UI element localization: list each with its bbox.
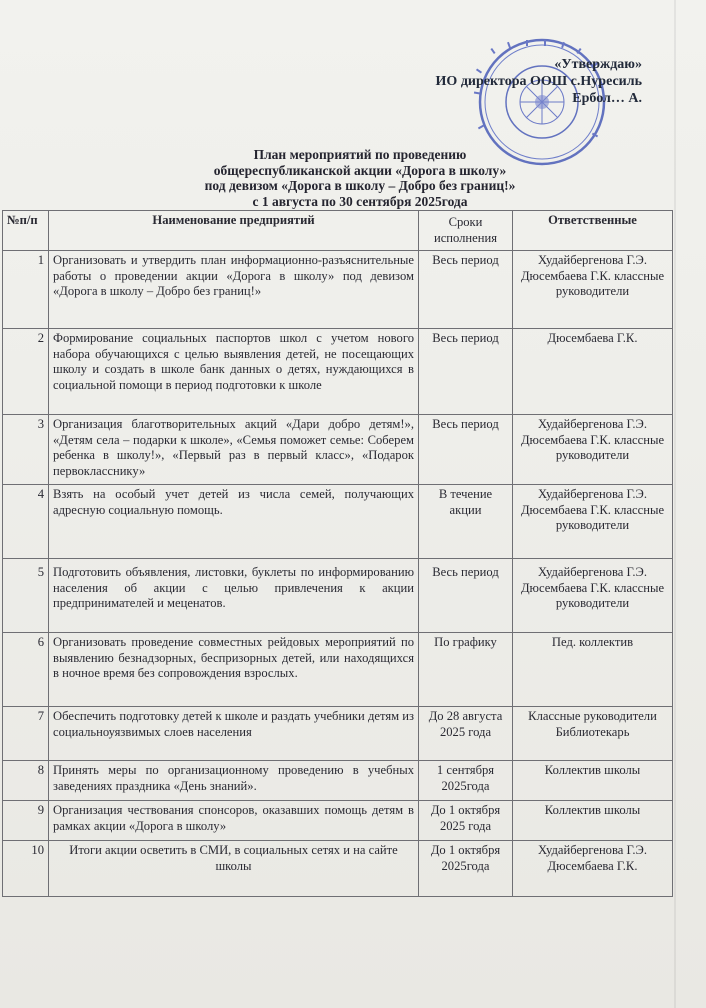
row-num: 8 (3, 761, 49, 801)
row-term: По графику (419, 633, 513, 707)
row-responsible: Худайбергенова Г.Э. Дюсембаева Г.К. классные руководители (513, 485, 673, 559)
paper-fold (674, 0, 676, 1008)
row-num: 5 (3, 559, 49, 633)
table-row (3, 329, 673, 415)
row-term: Весь период (419, 251, 513, 329)
row-responsible: Худайбергенова Г.Э. Дюсембаева Г.К. классные руководители (513, 415, 673, 485)
title-line-2: общереспубликанской акции «Дорога в школу» (213, 162, 507, 178)
approval-line-2: ИО директора ООШ с.Нуресиль (435, 74, 642, 89)
row-term: 1 сентября 2025года (419, 761, 513, 801)
row-responsible: Коллектив школы (513, 801, 673, 841)
row-responsible: Классные руководители Библиотекарь (513, 707, 673, 761)
row-name: Подготовить объявления, листовки, буклеты по информированию населения об акции с целью привлечения к акции предпринимателей и меценатов. (49, 559, 419, 633)
row-term: Весь период (419, 415, 513, 485)
row-num: 10 (3, 841, 49, 897)
row-term: Весь период (419, 559, 513, 633)
table-row (3, 485, 673, 559)
row-responsible: Дюсембаева Г.К. (513, 329, 673, 415)
row-num: 4 (3, 485, 49, 559)
row-name: Организация чествования спонсоров, оказавших помощь детям в рамках акции «Дорога в школу» (49, 801, 419, 841)
row-responsible: Худайбергенова Г.Э. Дюсембаева Г.К. классные руководители (513, 251, 673, 329)
row-name: Организация благотворительных акций «Дари добро детям!», «Детям села – подарки к школе», «Семья поможет семье: Соберем ребенка в школу!», «Первый раз в первый класс», «Подарок первокласснику» (49, 415, 419, 485)
table-row (3, 761, 673, 801)
table-row (3, 707, 673, 761)
title-line-1: План мероприятий по проведению (253, 147, 467, 162)
row-name: Принять меры по организационному проведению в учебных заведениях праздника «День знаний». (49, 761, 419, 801)
table-row (3, 559, 673, 633)
row-term: В течение акции (419, 485, 513, 559)
header-term: Сроки исполнения (419, 211, 513, 251)
approval-line-3: Ербол… А. (572, 91, 642, 106)
row-num: 6 (3, 633, 49, 707)
row-name: Обеспечить подготовку детей к школе и раздать учебники детям из социальноуязвимых слоев населения (49, 707, 419, 761)
approval-line-1: «Утверждаю» (554, 57, 642, 72)
row-num: 7 (3, 707, 49, 761)
row-term: Весь период (419, 329, 513, 415)
approval-block (436, 56, 642, 107)
row-num: 2 (3, 329, 49, 415)
row-responsible: Худайбергенова Г.Э. Дюсембаева Г.К. классные руководители (513, 559, 673, 633)
table-row (3, 841, 673, 897)
row-term: До 1 октября 2025 года (419, 801, 513, 841)
row-num: 3 (3, 415, 49, 485)
row-name: Взять на особый учет детей из числа семей, получающих адресную социальную помощь. (49, 485, 419, 559)
row-responsible: Коллектив школы (513, 761, 673, 801)
row-term: До 1 октября 2025года (419, 841, 513, 897)
header-name: Наименование предприятий (49, 211, 419, 251)
header-num: №п/п (3, 211, 49, 251)
row-name: Организовать и утвердить план информационно-разъяснительные работы о проведении акции «Дорога в школу» под девизом «Дорога в школу – Добро без границ!» (49, 251, 419, 329)
document-title (150, 147, 570, 209)
plan-table (2, 210, 673, 897)
row-responsible: Худайбергенова Г.Э. Дюсембаева Г.К. (513, 841, 673, 897)
row-name: Формирование социальных паспортов школ с учетом нового набора обучающихся с целью выявления детей, не посещающих школу и создать в школе банк данных о детях, нуждающихся в социальной помощи в период подготовки к школе (49, 329, 419, 415)
row-responsible: Пед. коллектив (513, 633, 673, 707)
header-resp: Ответственные (513, 211, 673, 251)
row-name: Организовать проведение совместных рейдовых мероприятий по выявлению безнадзорных, беспризорных детей, или находящихся в ночное время без сопровождения взрослых. (49, 633, 419, 707)
row-term: До 28 августа 2025 года (419, 707, 513, 761)
table-row (3, 633, 673, 707)
row-num: 1 (3, 251, 49, 329)
table-row (3, 801, 673, 841)
table-header-row (3, 211, 673, 251)
title-line-4: с 1 августа по 30 сентября 2025года (252, 193, 468, 209)
title-line-3: под девизом «Дорога в школу – Добро без границ!» (204, 178, 516, 193)
row-name: Итоги акции осветить в СМИ, в социальных сетях и на сайте школы (49, 841, 419, 897)
table-row (3, 251, 673, 329)
row-num: 9 (3, 801, 49, 841)
table-row (3, 415, 673, 485)
